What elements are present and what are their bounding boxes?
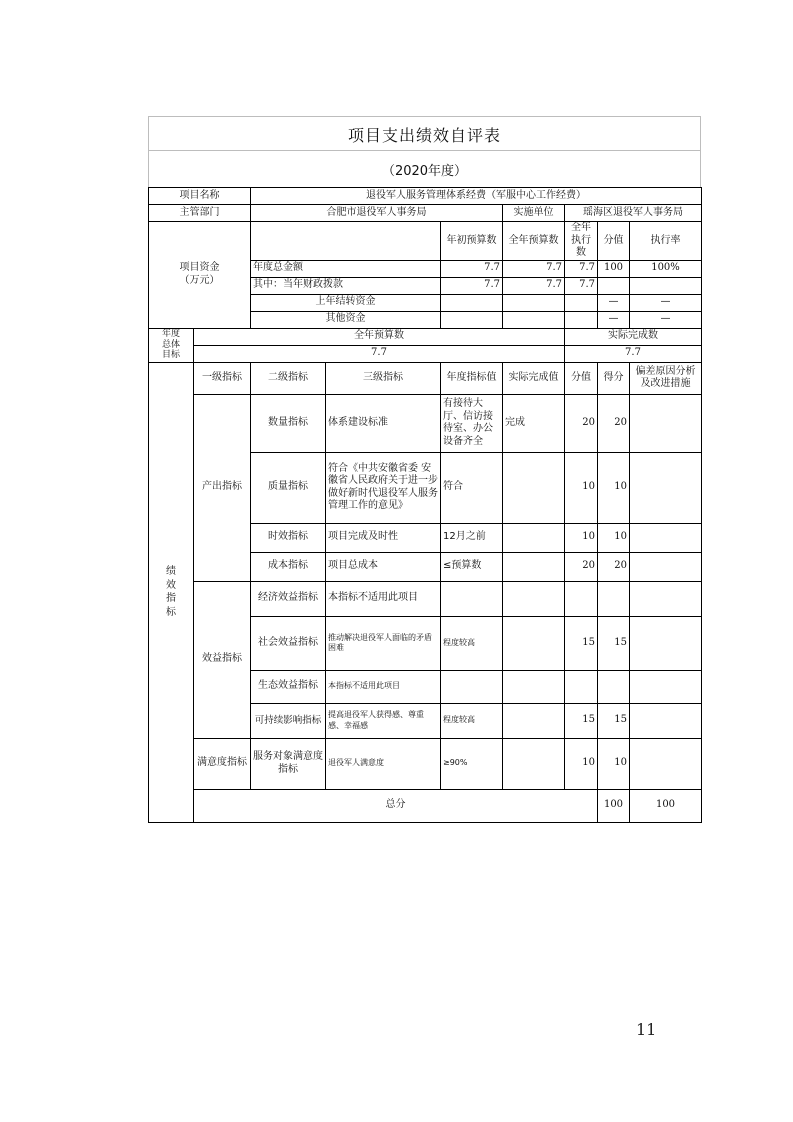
impl-value: 瑶海区退役军人事务局: [565, 205, 702, 222]
header-target: 年度指标值: [441, 362, 503, 394]
funds-row-weight: [598, 277, 630, 294]
indicator-note: [630, 581, 702, 616]
goal-header-row: [149, 328, 702, 345]
funds-row-name: 其他资金: [251, 311, 441, 328]
section-char: 标: [166, 606, 176, 618]
indicator-note: [630, 703, 702, 738]
indicators-section-label: [149, 362, 194, 822]
funds-row-executed: 7.7: [565, 277, 598, 294]
header-score: 得分: [598, 362, 630, 394]
document-year: （2020年度）: [148, 150, 701, 188]
indicator-level2: 可持续影响指标: [251, 703, 326, 738]
indicator-score: 10: [598, 523, 630, 552]
header-weight: 分值: [565, 362, 598, 394]
goal-value-row: [149, 345, 702, 362]
indicator-level3: 提高退役军人获得感、尊重感、幸福感: [326, 703, 441, 738]
funds-label: 项目资金: [179, 262, 220, 274]
indicator-row: [149, 581, 702, 616]
indicator-level3: 项目总成本: [326, 552, 441, 581]
header-level1: 一级指标: [194, 362, 251, 394]
indicator-weight: 20: [565, 552, 598, 581]
funds-row-initial: 7.7: [441, 277, 503, 294]
funds-row-annual: 7.7: [503, 260, 565, 277]
header-note: 偏差原因分析及改进措施: [630, 362, 702, 394]
indicator-score: 15: [598, 616, 630, 670]
indicator-level2: 生态效益指标: [251, 670, 326, 703]
goal-actual-value: 7.7: [565, 345, 702, 362]
indicator-target: 程度较高: [441, 616, 503, 670]
indicator-note: [630, 452, 702, 523]
indicator-target: [441, 581, 503, 616]
indicator-weight: [565, 670, 598, 703]
department-row: [149, 205, 702, 222]
indicator-level2: 经济效益指标: [251, 581, 326, 616]
indicator-score: 20: [598, 394, 630, 452]
goal-actual-label: 实际完成数: [565, 328, 702, 345]
goal-label-1: 年度: [161, 329, 180, 340]
header-level3: 三级指标: [326, 362, 441, 394]
goal-label-2: 总体: [161, 339, 180, 350]
indicator-note: [630, 523, 702, 552]
funds-row-score: —: [630, 311, 702, 328]
project-name-label: 项目名称: [149, 188, 251, 205]
indicator-weight: 15: [565, 616, 598, 670]
total-weight: 100: [598, 789, 630, 822]
indicator-actual: [503, 552, 565, 581]
indicator-score: 10: [598, 452, 630, 523]
indicator-target: ≤预算数: [441, 552, 503, 581]
funds-row-executed: [565, 311, 598, 328]
indicator-row: [149, 394, 702, 452]
indicator-weight: 20: [565, 394, 598, 452]
goal-label-cell: [149, 328, 194, 362]
self-evaluation-table: [148, 187, 702, 823]
satisfaction-indicator-label: 满意度指标: [194, 738, 251, 789]
indicator-score: [598, 581, 630, 616]
indicator-note: [630, 394, 702, 452]
indicator-level2: 质量指标: [251, 452, 326, 523]
funds-row-name: 其中：当年财政拨款: [251, 277, 441, 294]
indicator-target: 有接待大厅、信访接待室、办公设备齐全: [441, 394, 503, 452]
indicator-score: 15: [598, 703, 630, 738]
goal-label-3: 目标: [161, 350, 180, 361]
total-row: [149, 789, 702, 822]
indicator-weight: 10: [565, 452, 598, 523]
indicator-level2: 服务对象满意度指标: [251, 738, 326, 789]
indicator-note: [630, 616, 702, 670]
page-number: 11: [636, 1020, 657, 1039]
indicator-actual: [503, 581, 565, 616]
funds-row-rate: 100%: [630, 260, 702, 277]
header-actual: 实际完成值: [503, 362, 565, 394]
goal-planned-label: 全年预算数: [194, 328, 565, 345]
indicator-score: 20: [598, 552, 630, 581]
section-char: 效: [166, 579, 176, 591]
indicator-weight: 10: [565, 523, 598, 552]
indicator-target: 12月之前: [441, 523, 503, 552]
indicator-actual: [503, 703, 565, 738]
document-title: 项目支出绩效自评表: [148, 116, 701, 151]
project-name-value: 退役军人服务管理体系经费（军服中心工作经费）: [251, 188, 702, 205]
benefit-indicator-label: 效益指标: [194, 581, 251, 738]
indicator-level3: 体系建设标准: [326, 394, 441, 452]
funds-row-executed: 7.7: [565, 260, 598, 277]
indicator-weight: 10: [565, 738, 598, 789]
funds-row-weight: 100: [598, 260, 630, 277]
indicator-note: [630, 738, 702, 789]
indicator-actual: [503, 523, 565, 552]
goal-planned-value: 7.7: [194, 345, 565, 362]
funds-header-rate: 执行率: [650, 234, 681, 246]
funds-row-score: —: [630, 294, 702, 311]
output-indicator-label: 产出指标: [194, 394, 251, 581]
indicator-level3: 退役军人满意度: [326, 738, 441, 789]
section-char: 指: [166, 593, 176, 604]
indicator-level2: 时效指标: [251, 523, 326, 552]
indicator-target: [441, 670, 503, 703]
funds-header-rate-score: [630, 222, 702, 261]
funds-row-weight: —: [598, 294, 630, 311]
indicator-level3: 本指标不适用此项目: [326, 670, 441, 703]
funds-row-rate: [630, 277, 702, 294]
funds-row-annual: [503, 311, 565, 328]
funds-header-annual: 全年预算数: [503, 222, 565, 261]
indicator-level2: 成本指标: [251, 552, 326, 581]
section-char: 绩: [166, 566, 176, 577]
dept-label: 主管部门: [149, 205, 251, 222]
funds-row-name: 年度总金额: [251, 260, 441, 277]
indicator-target: ≥90%: [441, 738, 503, 789]
indicator-note: [630, 552, 702, 581]
funds-row-executed: [565, 294, 598, 311]
indicator-actual: [503, 738, 565, 789]
indicator-weight: 15: [565, 703, 598, 738]
impl-label: 实施单位: [503, 205, 565, 222]
funds-label-unit: （万元）: [179, 274, 220, 286]
indicator-score: 10: [598, 738, 630, 789]
indicator-actual: [503, 616, 565, 670]
indicator-target: 程度较高: [441, 703, 503, 738]
funds-header-initial: 年初预算数: [441, 222, 503, 261]
funds-label-cell: [149, 222, 251, 329]
funds-row-annual: [503, 294, 565, 311]
indicator-actual: [503, 670, 565, 703]
indicator-level3: 符合《中共安徽省委 安徽省人民政府关于进一步做好新时代退役军人服务管理工作的意见》: [326, 452, 441, 523]
funds-header-blank: [251, 222, 441, 261]
funds-row-initial: [441, 294, 503, 311]
indicators-header-row: [149, 362, 702, 394]
funds-row-initial: 7.7: [441, 260, 503, 277]
indicator-level2: 数量指标: [251, 394, 326, 452]
total-label: 总分: [194, 789, 598, 822]
indicator-weight: [565, 581, 598, 616]
dept-value: 合肥市退役军人事务局: [251, 205, 503, 222]
funds-row-annual: 7.7: [503, 277, 565, 294]
indicator-level3: 项目完成及时性: [326, 523, 441, 552]
indicator-level2: 社会效益指标: [251, 616, 326, 670]
funds-header-row: [149, 222, 702, 261]
indicator-score: [598, 670, 630, 703]
indicator-actual: 完成: [503, 394, 565, 452]
indicator-note: [630, 670, 702, 703]
indicator-target: 符合: [441, 452, 503, 523]
indicator-level3: 本指标不适用此项目: [326, 581, 441, 616]
indicator-level3: 推动解决退役军人面临的矛盾困难: [326, 616, 441, 670]
funds-row-weight: —: [598, 311, 630, 328]
total-score: 100: [630, 789, 702, 822]
funds-row-initial: [441, 311, 503, 328]
funds-header-weight: 分值: [598, 222, 630, 261]
indicator-row: [149, 738, 702, 789]
funds-row-name: 上年结转资金: [251, 294, 441, 311]
indicator-actual: [503, 452, 565, 523]
funds-header-executed: 全年执行数: [565, 222, 598, 261]
project-name-row: [149, 188, 702, 205]
header-level2: 二级指标: [251, 362, 326, 394]
